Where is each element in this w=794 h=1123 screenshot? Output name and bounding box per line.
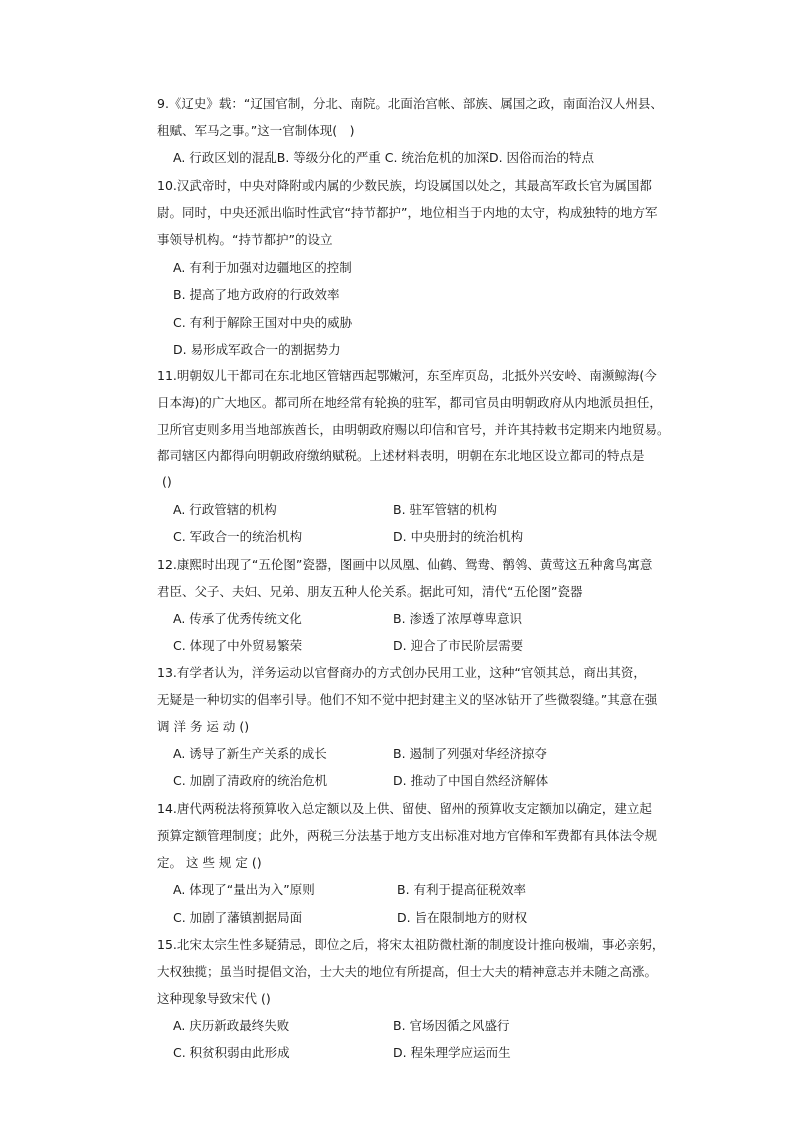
question-15-option-c: C. 积贫积弱由此形成 — [173, 1045, 290, 1060]
question-10-option-b: B. 提高了地方政府的行政效率 — [173, 287, 340, 302]
question-12-option-a: A. 传承了优秀传统文化 — [173, 611, 302, 626]
question-13-option-d: D. 推动了中国自然经济解体 — [393, 773, 549, 788]
question-14-line-3: 定。 这 些 规 定 () — [157, 855, 262, 870]
question-15-line-2: 大权独揽；虽当时提倡文治，士大夫的地位有所提高，但士大夫的精神意志并未随之高涨。 — [157, 964, 658, 979]
question-13-option-a: A. 诱导了新生产关系的成长 — [173, 746, 327, 761]
question-14-line-2: 预算定额管理制度；此外，两税三分法基于地方支出标准对地方官俸和军费都有具体法令规 — [157, 828, 658, 843]
question-10-option-d: D. 易形成军政合一的割据势力 — [173, 342, 341, 357]
question-10-option-c: C. 有利于解除王国对中央的威胁 — [173, 315, 353, 330]
question-13-option-b: B. 遏制了列强对华经济掠夺 — [393, 746, 548, 761]
question-15-option-d: D. 程朱理学应运而生 — [393, 1045, 511, 1060]
question-12-option-c: C. 体现了中外贸易繁荣 — [173, 638, 303, 653]
question-10-line-1: 10.汉武帝时，中央对降附或内属的少数民族，均设属国以处之，其最高军政长官为属国都 — [157, 178, 652, 193]
question-11-option-b: B. 驻军管辖的机构 — [393, 502, 498, 517]
question-11-line-1: 11.明朝奴儿干都司在东北地区管辖西起鄂嫩河，东至库页岛，北抵外兴安岭、南濒鲸海(今 — [157, 368, 657, 383]
question-14-option-a: A. 体现了“量出为入”原则 — [173, 882, 315, 897]
question-9-options: A. 行政区划的混乱B. 等级分化的严重 C. 统治危机的加深D. 因俗而治的特点 — [173, 150, 595, 165]
question-11-option-a: A. 行政管辖的机构 — [173, 502, 277, 517]
question-10-line-2: 尉。同时，中央还派出临时性武官“持节都护”，地位相当于内地的太守，构成独特的地方军 — [157, 205, 658, 220]
question-15-line-3: 这种现象导致宋代 () — [157, 991, 271, 1006]
question-15-option-b: B. 官场因循之风盛行 — [393, 1018, 510, 1033]
question-11-option-c: C. 军政合一的统治机构 — [173, 529, 303, 544]
question-10-line-3: 事领导机构。“持节都护”的设立 — [157, 232, 333, 247]
question-13-option-c: C. 加剧了清政府的统治危机 — [173, 773, 328, 788]
question-13-line-1: 13.有学者认为，洋务运动以官督商办的方式创办民用工业，这种“官领其总，商出其资， — [157, 665, 646, 680]
question-10-option-a: A. 有利于加强对边疆地区的控制 — [173, 260, 352, 275]
question-9-line-1: 9.《辽史》载：“辽国官制，分北、南院。北面治宫帐、部族、属国之政，南面治汉人州县、 — [157, 96, 663, 111]
question-15-option-a: A. 庆历新政最终失败 — [173, 1018, 290, 1033]
question-14-option-b: B. 有利于提高征税效率 — [397, 882, 527, 897]
question-12-line-1: 12.康熙时出现了“五伦图”瓷器，图画中以凤凰、仙鹤、鸳鸯、鹡鸰、黄莺这五种禽鸟寓意 — [157, 557, 653, 572]
question-11-option-d: D. 中央册封的统治机构 — [393, 529, 524, 544]
question-13-line-3: 调 洋 务 运 动 () — [157, 719, 250, 734]
question-11-line-2: 日本海)的广大地区。都司所在地经常有轮换的驻军，都司官员由明朝政府从内地派员担任， — [157, 395, 662, 410]
question-13-line-2: 无疑是一种切实的倡率引导。他们不知不觉中把封建主义的坚冰钻开了些微裂缝。”其意在强 — [157, 692, 658, 707]
question-14-line-1: 14.唐代两税法将预算收入总定额以及上供、留使、留州的预算收支定额加以确定，建立起 — [157, 801, 652, 816]
question-14-option-c: C. 加剧了藩镇割据局面 — [173, 910, 303, 925]
question-11-line-3: 卫所官吏则多用当地部族酋长，由明朝政府赐以印信和官号，并许其持敕书定期来内地贸易。 — [157, 422, 670, 437]
question-12-line-2: 君臣、父子、夫妇、兄弟、朋友五种人伦关系。据此可知，清代“五伦图”瓷器 — [157, 584, 583, 599]
question-15-line-1: 15.北宋太宗生性多疑猜忌，即位之后，将宋太祖防微杜渐的制度设计推向极端，事必亲躬， — [157, 937, 665, 952]
question-9-line-2: 租赋、军马之事。”这一官制体现( ) — [157, 123, 355, 138]
question-12-option-d: D. 迎合了市民阶层需要 — [393, 638, 524, 653]
question-11-line-4: 都司辖区内都得向明朝政府缴纳赋税。上述材料表明，明朝在东北地区设立都司的特点是 — [157, 448, 645, 463]
question-14-option-d: D. 旨在限制地方的财权 — [397, 910, 528, 925]
question-11-line-5: () — [162, 474, 172, 489]
question-12-option-b: B. 渗透了浓厚尊卑意识 — [393, 611, 523, 626]
